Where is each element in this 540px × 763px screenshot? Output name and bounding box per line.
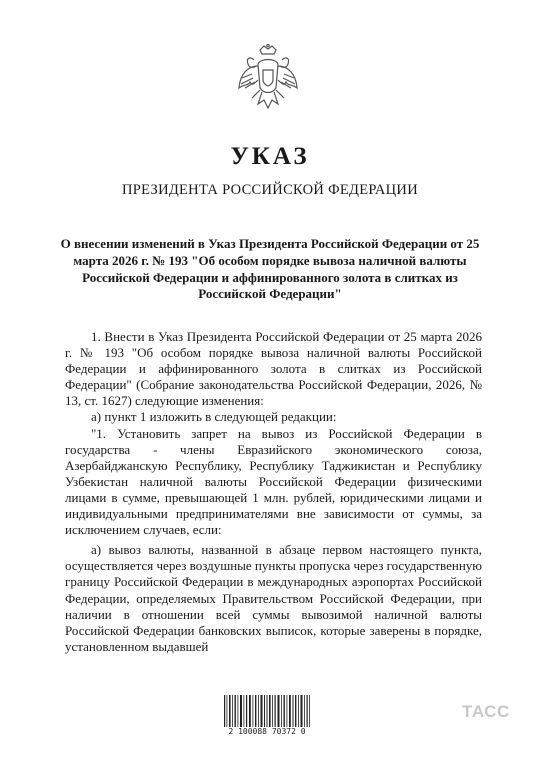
paragraph: "1. Установить запрет на вывоз из Российской Федерации в государства - члены Евразийского экономического союза, Азербайджанскую Республику, Республику Таджикистан и Республику Узбекистан наличной валюты Российской Федерации физическими лицами в сумме, превышающей 1 млн. рублей, юридическими лицами и индивидуальными предпринимателями вне зависимости от суммы, за исключением случаев, если: bbox=[65, 425, 482, 538]
document-heading: О внесении изменений в Указ Президента Российской Федерации от 25 марта 2026 г. № 193 "Об особом порядке вывоза наличной валюты Российской Федерации и аффинированного золота в слитках из Российской Федерации" bbox=[60, 236, 480, 302]
paragraph: а) вывоз валюты, названной в абзаце первом настоящего пункта, осуществляется через воздушные пункты пропуска через государственную границу Российской Федерации в международных аэропортах Российской Федерации, определяемых Правительством Российской Федерации, при наличии в отношении всей суммы вывозимой наличной валюты Российской Федерации банковских выписок, которые заверены в порядке, установленном выдавшей bbox=[65, 542, 483, 654]
tass-watermark: ТАСС bbox=[462, 702, 510, 721]
document-subtitle: ПРЕЗИДЕНТА РОССИЙСКОЙ ФЕДЕРАЦИИ bbox=[122, 182, 418, 198]
paragraph: а) пункт 1 изложить в следующей редакции: bbox=[91, 409, 337, 425]
document-title: УКАЗ bbox=[230, 143, 310, 170]
barcode-number: 2 100088 70372 0 bbox=[222, 727, 312, 736]
russian-coat-of-arms-icon bbox=[236, 44, 300, 116]
document-body bbox=[65, 329, 482, 655]
paragraph: 1. Внести в Указ Президента Российской Федерации от 25 марта 2026 г. № 193 "Об особом порядке вывоза наличной валюты Российской Федерации и аффинированного золота в слитках из Российской Федерации" (Собрание законодательства Российской Федерации, 2026, № 13, ст. 1627) следующие изменения: bbox=[65, 329, 482, 409]
